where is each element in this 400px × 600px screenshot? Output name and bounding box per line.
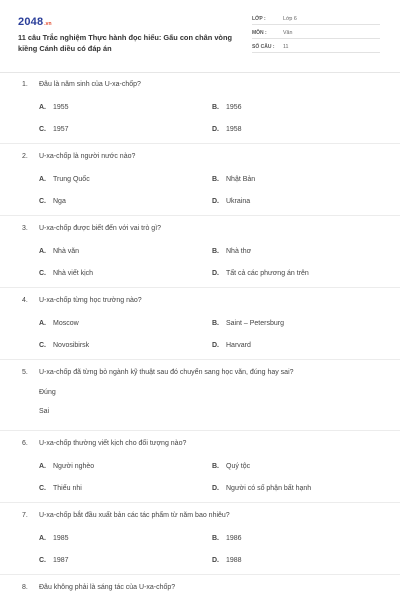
- option-text: 1958: [226, 126, 242, 133]
- option-text: Nhà thơ: [226, 248, 252, 255]
- question-number: 5.: [22, 369, 28, 376]
- question-divider: [0, 430, 400, 431]
- option-c[interactable]: [39, 198, 66, 205]
- option-letter: B.: [212, 176, 219, 183]
- option-c[interactable]: [39, 557, 69, 564]
- option-text: 1956: [226, 104, 242, 111]
- option-c[interactable]: [39, 485, 82, 492]
- option-b[interactable]: [212, 463, 250, 470]
- option-text: Thiếu nhi: [53, 485, 82, 492]
- question-number: 1.: [22, 81, 28, 88]
- option-false[interactable]: Sai: [39, 408, 50, 415]
- option-b[interactable]: [212, 248, 251, 255]
- meta-row-class: [252, 13, 380, 25]
- question-text: [22, 584, 175, 591]
- question-prompt: U-xa-chốp bắt đầu xuất bản các tác phẩm từ năm bao nhiêu?: [39, 512, 230, 519]
- option-text: 1986: [226, 535, 242, 542]
- option-letter: D.: [212, 485, 219, 492]
- question-text: [22, 153, 135, 160]
- option-text: Moscow: [53, 320, 79, 327]
- document-meta: [252, 13, 380, 55]
- question-divider: [0, 143, 400, 144]
- option-text: 1955: [53, 104, 69, 111]
- question-text: [22, 225, 161, 232]
- option-letter: D.: [212, 198, 219, 205]
- question-divider: [0, 215, 400, 216]
- option-text: Người có số phận bất hạnh: [226, 485, 312, 492]
- meta-value: 11: [283, 43, 289, 50]
- option-letter: A.: [39, 176, 46, 183]
- option-text: Saint – Petersburg: [226, 320, 284, 327]
- option-letter: B.: [212, 463, 219, 470]
- meta-row-count: [252, 41, 380, 53]
- option-letter: C.: [39, 342, 46, 349]
- option-letter: D.: [212, 557, 219, 564]
- question-divider: [0, 359, 400, 360]
- option-text: Nhật Bản: [226, 176, 256, 183]
- option-letter: D.: [212, 342, 219, 349]
- option-letter: A.: [39, 104, 46, 111]
- option-letter: D.: [212, 270, 219, 277]
- question-divider: [0, 502, 400, 503]
- option-text: Người nghèo: [53, 463, 95, 470]
- option-text: Novosibirsk: [53, 342, 90, 349]
- question-prompt: U-xa-chốp từng học trường nào?: [39, 297, 142, 304]
- document-title: 11 câu Trắc nghiệm Thực hành đọc hiểu: Gấu con chân vòng kiềng Cánh diều có đáp án: [18, 33, 232, 53]
- site-logo[interactable]: [18, 16, 52, 28]
- question-number: 8.: [22, 584, 28, 591]
- logo-domain-text: .vn: [44, 21, 52, 27]
- option-b[interactable]: [212, 176, 255, 183]
- option-a[interactable]: [39, 320, 79, 327]
- meta-label: SỐ CÂU :: [252, 43, 275, 50]
- question-prompt: U-xa-chốp đã từng bỏ ngành kỹ thuật sau đó chuyển sang học văn, đúng hay sai?: [39, 369, 294, 376]
- option-letter: B.: [212, 320, 219, 327]
- document-header: [0, 0, 400, 72]
- question-text: [22, 81, 141, 88]
- option-d[interactable]: [212, 485, 311, 492]
- option-c[interactable]: [39, 126, 69, 133]
- question-number: 2.: [22, 153, 28, 160]
- question-number: 4.: [22, 297, 28, 304]
- option-text: Nhà viết kịch: [53, 270, 94, 277]
- option-text: Tất cả các phương án trên: [226, 270, 309, 277]
- option-letter: B.: [212, 104, 219, 111]
- option-d[interactable]: [212, 342, 251, 349]
- meta-label: MÔN :: [252, 29, 267, 36]
- option-d[interactable]: [212, 126, 242, 133]
- option-text: 1985: [53, 535, 69, 542]
- option-b[interactable]: [212, 535, 242, 542]
- option-text: Harvard: [226, 342, 251, 349]
- option-text: Nhà văn: [53, 248, 80, 255]
- meta-row-subject: [252, 27, 380, 39]
- option-text: Nga: [53, 198, 66, 205]
- question-text: [22, 440, 186, 447]
- question-prompt: U-xa-chốp là người nước nào?: [39, 153, 136, 160]
- meta-value: Lớp 6: [283, 15, 297, 22]
- option-letter: A.: [39, 248, 46, 255]
- option-a[interactable]: [39, 463, 94, 470]
- option-d[interactable]: [212, 198, 250, 205]
- question-text: [22, 297, 142, 304]
- question-prompt: U-xa-chốp được biết đến với vai trò gì?: [39, 225, 162, 232]
- question-number: 7.: [22, 512, 28, 519]
- option-letter: C.: [39, 198, 46, 205]
- option-d[interactable]: [212, 557, 242, 564]
- option-b[interactable]: [212, 320, 284, 327]
- option-b[interactable]: [212, 104, 242, 111]
- question-number: 3.: [22, 225, 28, 232]
- option-letter: D.: [212, 126, 219, 133]
- question-prompt: Đâu không phải là sáng tác của U-xa-chốp?: [39, 584, 176, 591]
- option-a[interactable]: [39, 535, 69, 542]
- option-true[interactable]: Đúng: [39, 389, 56, 396]
- question-divider: [0, 574, 400, 575]
- option-a[interactable]: [39, 248, 79, 255]
- option-d[interactable]: [212, 270, 309, 277]
- option-text: 1957: [53, 126, 69, 133]
- option-text: Trung Quốc: [53, 176, 90, 183]
- option-letter: C.: [39, 270, 46, 277]
- meta-value: Văn: [283, 29, 293, 36]
- option-letter: B.: [212, 248, 219, 255]
- question-text: [22, 369, 294, 376]
- question-prompt: Đâu là năm sinh của U-xa-chốp?: [39, 81, 141, 88]
- question-divider: [0, 287, 400, 288]
- question-number: 6.: [22, 440, 28, 447]
- option-text: Quý tộc: [226, 463, 251, 470]
- meta-label: LỚP :: [252, 15, 266, 22]
- option-letter: A.: [39, 320, 46, 327]
- option-letter: C.: [39, 485, 46, 492]
- logo-main-text: 2048: [18, 16, 44, 28]
- option-letter: C.: [39, 126, 46, 133]
- option-c[interactable]: [39, 270, 93, 277]
- option-letter: A.: [39, 463, 46, 470]
- option-c[interactable]: [39, 342, 89, 349]
- header-divider: [0, 72, 400, 73]
- option-letter: B.: [212, 535, 219, 542]
- option-text: 1988: [226, 557, 242, 564]
- option-letter: A.: [39, 535, 46, 542]
- question-text: [22, 512, 230, 519]
- option-a[interactable]: [39, 104, 69, 111]
- option-text: 1987: [53, 557, 69, 564]
- option-a[interactable]: [39, 176, 90, 183]
- option-letter: C.: [39, 557, 46, 564]
- question-prompt: U-xa-chốp thường viết kịch cho đối tượng nào?: [39, 440, 187, 447]
- option-text: Ukraina: [226, 198, 251, 205]
